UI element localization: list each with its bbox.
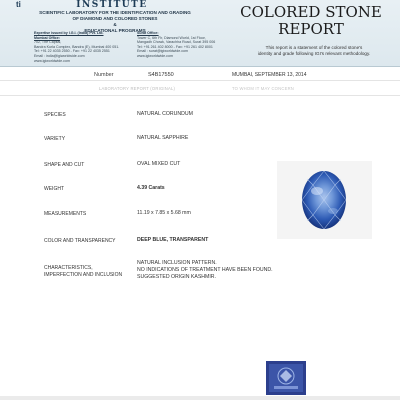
surat-office-heading: Surat Office: (137, 31, 159, 35)
weight-value: 4.39 Carats (137, 185, 165, 191)
sci-line-2: OF DIAMOND AND COLORED STONES (72, 16, 158, 21)
address-line: Bandra Kurla Complex, Bandra (E), Mumbai 400 051. (34, 44, 120, 49)
hologram-seal (266, 361, 306, 395)
variety-value: NATURAL SAPPHIRE (137, 135, 189, 141)
characteristics-label-line-2: IMPERFECTION AND INCLUSION (44, 271, 123, 278)
to-whom-label: TO WHOM IT MAY CONCERN (232, 86, 295, 91)
expertise-heading: Expertise issued by I.G.I. (India) Pvt. Ltd. (34, 31, 104, 35)
institute-title: INSTITUTE (76, 0, 148, 10)
shape-cut-value: OVAL MIXED CUT (137, 161, 181, 167)
sci-line-4: EDUCATIONAL PROGRAMS (84, 28, 146, 33)
address-line: Email : india@igiworldwide.com (34, 53, 85, 58)
fold-line (0, 80, 400, 81)
address-line: www.igiworldwide.com (137, 53, 173, 58)
report-number-value: S4B17550 (148, 72, 174, 78)
report-title-line-1: COLORED STONE (240, 3, 382, 21)
color-transparency-label: COLOR AND TRANSPARENCY (44, 238, 116, 244)
report-description (234, 45, 394, 57)
address-line: Mangadh Chowk, Varachha Road, Surat 395 006 (137, 40, 216, 45)
address-line: 702, The Capital, (34, 40, 62, 45)
report-desc-line-1: This report is a statement of the colored stone's (265, 45, 363, 50)
report-date: MUMBAI, SEPTEMBER 13, 2014 (232, 72, 307, 78)
mumbai-office-heading: Mumbai Office: (34, 35, 60, 40)
characteristics-value-line-3: SUGGESTED ORIGIN KASHMIR. (137, 273, 216, 280)
characteristics-value-line-2: NO INDICATIONS OF TREATMENT HAVE BEEN FOUND. (137, 266, 273, 273)
surat-address (137, 31, 235, 59)
weight-label: WEIGHT (44, 186, 64, 192)
shape-cut-label: SHAPE AND CUT (44, 162, 85, 168)
measurements-value: 11.19 x 7.85 x 5.68 mm (137, 210, 191, 216)
address-line: Tel: +91 22 4035 2550 - Fax: +91 22 4035 2551 (34, 49, 110, 54)
characteristics-label-line-1: CHARACTERISTICS, (44, 265, 93, 271)
sapphire-gem-image (277, 161, 372, 239)
address-line: Tower C, 6th Flr, Diamond World, 1st Floor, (137, 35, 206, 40)
report-desc-line-2: identity and grade following IGI's relevant methodology. (257, 51, 371, 56)
mumbai-address (34, 31, 130, 63)
measurements-label: MEASUREMENTS (44, 211, 87, 217)
sci-line-3: & (113, 22, 117, 27)
report-header (0, 0, 400, 67)
address-line: www.igiworldwide.com (34, 58, 70, 63)
species-label: SPECIES (44, 112, 66, 118)
report-number-label: Number (94, 72, 114, 78)
address-line: Email : surat@igiworldwide.com (137, 49, 188, 54)
species-value: NATURAL CORUNDUM (137, 111, 193, 117)
sci-line-1: SCIENTIFIC LABORATORY FOR THE IDENTIFICATION AND GRADING (39, 10, 191, 15)
bottom-edge (0, 396, 400, 400)
report-title-line-2: REPORT (278, 20, 344, 38)
laboratory-report-label: LABORATORY REPORT (ORIGINAL) (99, 86, 176, 91)
fold-line (0, 95, 400, 96)
variety-label: VARIETY (44, 136, 66, 142)
header-cut-text: ti (16, 0, 21, 9)
color-transparency-value: DEEP BLUE, TRANSPARENT (137, 237, 209, 243)
characteristics-label (44, 265, 122, 279)
characteristics-value-line-1: NATURAL INCLUSION PATTERN. (137, 260, 217, 266)
characteristics-value (137, 260, 273, 280)
address-line: Tel: +91 261 402 8000 - Fax: +91 261 402 8001 (137, 44, 213, 49)
report-title (226, 4, 396, 38)
